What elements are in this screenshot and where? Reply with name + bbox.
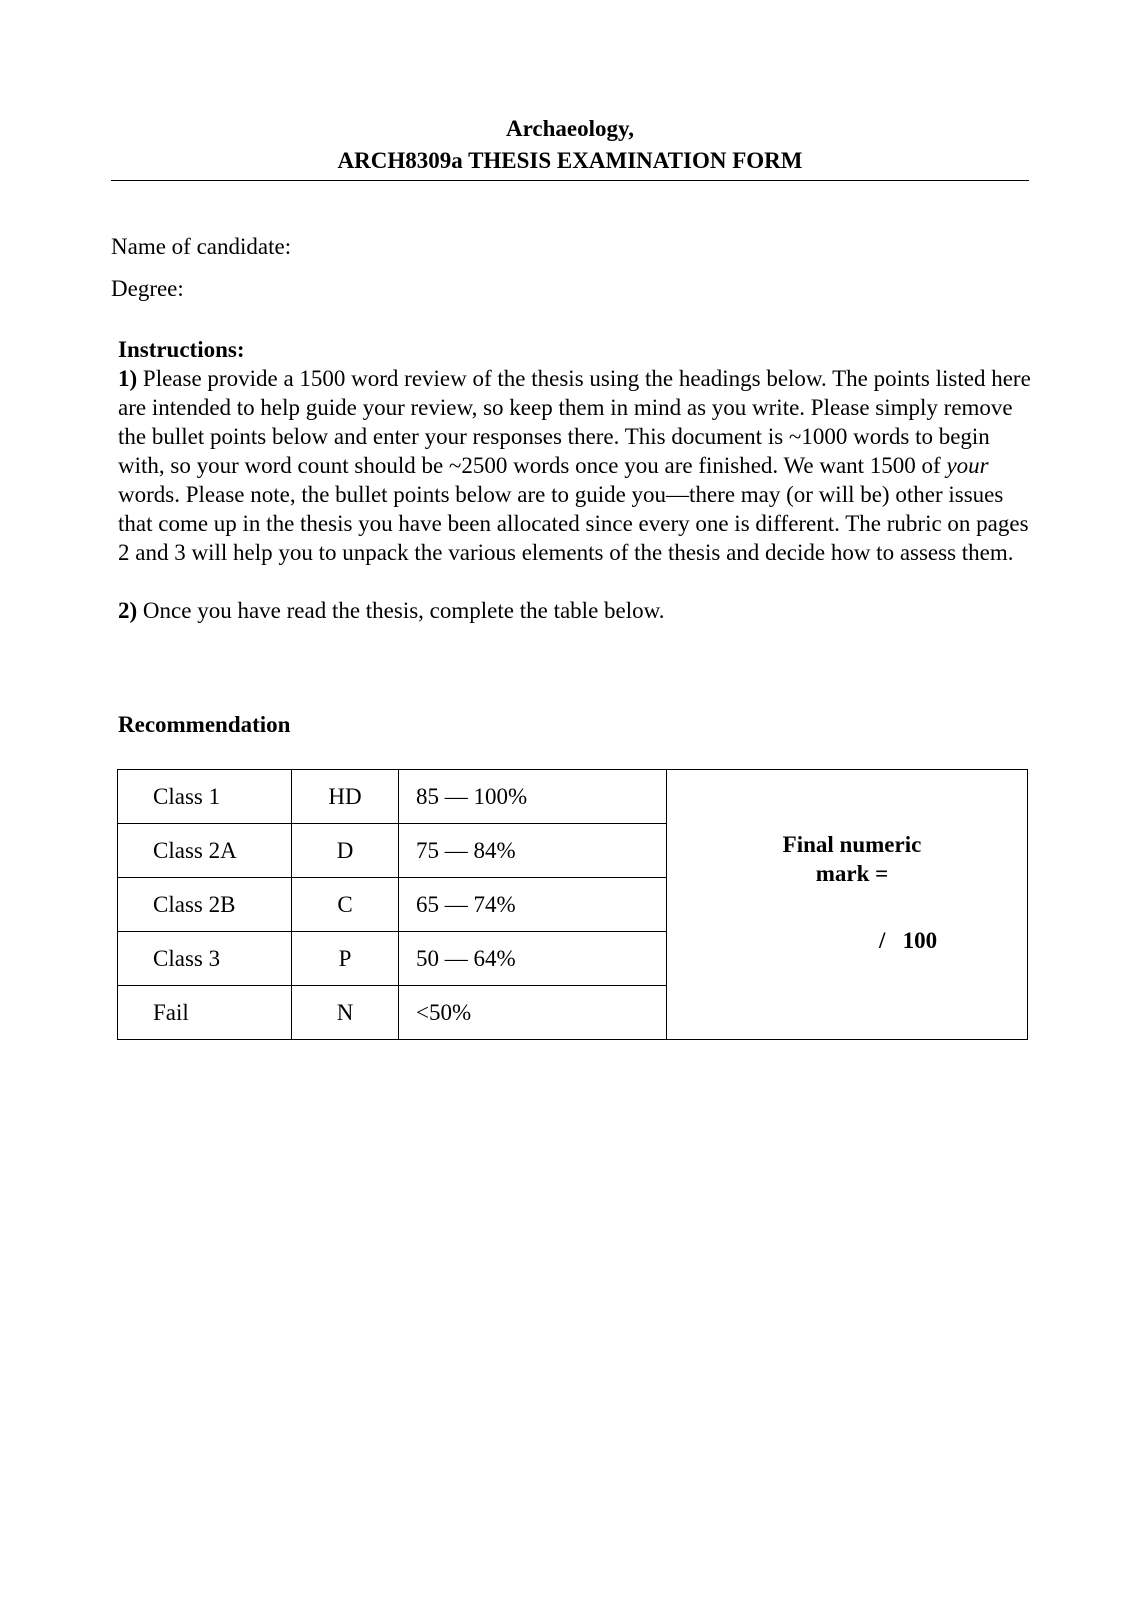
instruction-text-1a: Please provide a 1500 word review of the thesis using the headings below. The points listed here are intended to help guide your review, so keep them in mind as you write. Please simply remove the bullet points below and enter your responses there. This document is ~1000 words to begin with, so your word count should be ~2500 words once you are finished. We want 1500 of: [118, 366, 1031, 478]
range-cell: 50 — 64%: [399, 932, 667, 986]
grade-cell: P: [292, 932, 399, 986]
grade-cell: N: [292, 986, 399, 1040]
class-cell: Class 3: [118, 932, 292, 986]
instruction-text-2: Once you have read the thesis, complete the table below.: [137, 598, 665, 623]
instructions-section: [118, 335, 1033, 625]
class-cell: Class 2B: [118, 878, 292, 932]
form-title: ARCH8309a THESIS EXAMINATION FORM: [337, 148, 803, 173]
instructions-heading: Instructions:: [118, 337, 245, 362]
final-mark-label: [667, 830, 1037, 888]
instruction-item-2: [118, 596, 1033, 625]
final-mark-out-of: / 100: [879, 928, 938, 953]
instruction-number-1: 1): [118, 366, 138, 391]
class-cell: Class 2A: [118, 824, 292, 878]
class-cell: Fail: [118, 986, 292, 1040]
final-mark-label-line2: mark =: [815, 861, 889, 886]
grade-cell: HD: [292, 770, 399, 824]
header-divider: [111, 180, 1029, 181]
table-row: [118, 770, 1028, 824]
grade-cell: D: [292, 824, 399, 878]
instruction-text-1-italic: your: [946, 453, 989, 478]
form-header: [111, 113, 1029, 177]
recommendation-heading: Recommendation: [118, 712, 291, 737]
range-cell: 65 — 74%: [399, 878, 667, 932]
instruction-number-2: 2): [118, 598, 138, 623]
range-cell: <50%: [399, 986, 667, 1040]
class-cell: Class 1: [118, 770, 292, 824]
recommendation-table: [117, 769, 1028, 1040]
range-cell: 75 — 84%: [399, 824, 667, 878]
candidate-name-label: Name of candidate:: [111, 234, 292, 259]
degree-label: Degree:: [111, 276, 184, 301]
instruction-text-1b: words. Please note, the bullet points below are to guide you—there may (or will be) other issues that come up in the thesis you have been allocated since every one is different. The rubric on pages 2 and 3 will help you to unpack the various elements of the thesis and decide how to assess them.: [118, 482, 1029, 565]
instruction-item-1: [118, 364, 1033, 567]
grade-cell: C: [292, 878, 399, 932]
department-title: Archaeology,: [506, 116, 634, 141]
range-cell: 85 — 100%: [399, 770, 667, 824]
final-mark-cell[interactable]: [667, 770, 1028, 1040]
final-mark-label-line1: Final numeric: [782, 832, 922, 857]
